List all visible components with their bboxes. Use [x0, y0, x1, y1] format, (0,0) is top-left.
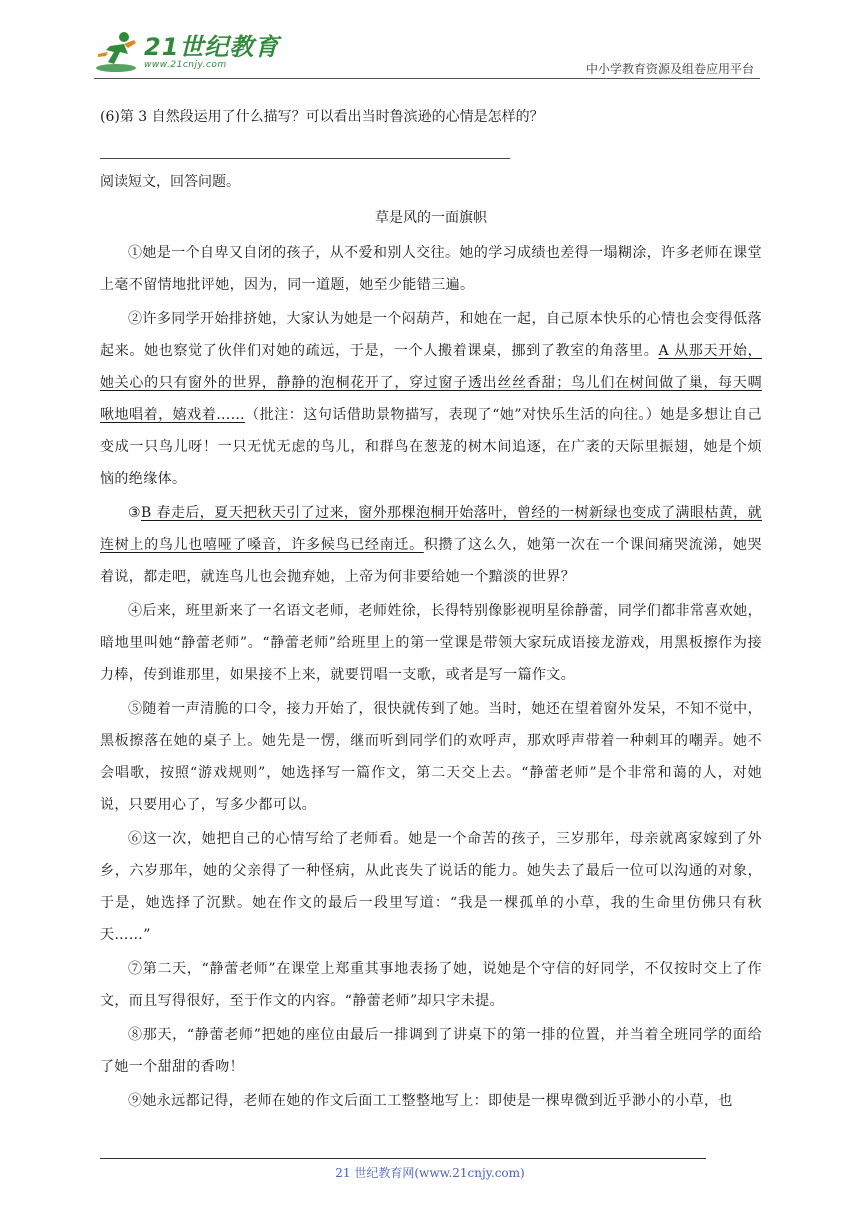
page-footer: 21 世纪教育网(www.21cnjy.com) — [335, 1166, 525, 1180]
article-title: 草是风的一面旗帜 — [375, 210, 487, 226]
page-header — [94, 28, 760, 80]
paragraph-3-text-b: 积攒了这么久，她第一次在一个课间痛哭流涕，她哭着说，都走吧，就连鸟儿也会抛弃她，上帝为何非要给她一个黯淡的世界？ — [100, 537, 762, 585]
underlined-sentence-a: A 从那天开始，她关心的只有窗外的世界，静静的泡桐花开了，穿过窗子透出丝丝香甜；鸟儿们在树间做了巢，每天啁啾地唱着，嬉戏着…… — [100, 343, 762, 423]
logo-main-text: 21世纪教育 — [144, 33, 280, 61]
paragraph-3-number: ③ — [128, 505, 141, 521]
paragraph-8: ⑧那天，“静蕾老师”把她的座位由最后一排调到了讲桌下的第一排的位置，并当着全班同学的面给了她一个甜甜的香吻！ — [100, 1027, 762, 1075]
logo-url-text: www.21cnjy.com — [144, 60, 227, 70]
paragraph-1: ①她是一个自卑又自闭的孩子，从不爱和别人交往。她的学习成绩也差得一塌糊涂，许多老师在课堂上毫不留情地批评她，因为，同一道题，她至少能错三遍。 — [100, 245, 762, 293]
footer-divider — [100, 1158, 706, 1159]
logo — [94, 30, 279, 74]
header-divider — [94, 78, 760, 79]
paragraph-9: ⑨她永远都记得，老师在她的作文后面工工整整地写上：即使是一棵卑微到近乎渺小的小草，也 — [128, 1093, 733, 1109]
paragraph-2-text-a: ②许多同学开始排挤她，大家认为她是一个闷葫芦，和她在一起，自己原本快乐的心情也会变得低落起来。她也察觉了伙伴们对她的疏远，于是，一个人搬着课桌，挪到了教室的角落里。 — [100, 311, 762, 359]
reading-instruction: 阅读短文，回答问题。 — [100, 174, 240, 190]
underlined-sentence-b: B 春走后，夏天把秋天引了过来，窗外那棵泡桐开始落叶，曾经的一树新绿也变成了满眼枯黄，就连树上的鸟儿也嘻哑了嗓音，许多候鸟已经南迁。 — [100, 505, 762, 553]
paragraph-6: ⑥这一次，她把自己的心情写给了老师看。她是一个命苦的孩子，三岁那年，母亲就离家嫁到了外乡，六岁那年，她的父亲得了一种怪病，从此丧失了说话的能力。她失去了最后一位可以沟通的对象，于是，她选择了沉默。她在作文的最后一段里写道：“我是一棵孤单的小草，我的生命里仿佛只有秋天……” — [100, 831, 762, 943]
paragraph-2 — [100, 303, 762, 495]
paragraph-3 — [100, 497, 762, 593]
platform-name: 中小学教育资源及组卷应用平台 — [585, 62, 754, 76]
question-6: (6)第 3 自然段运用了什么描写？可以看出当时鲁滨逊的心情是怎样的？ — [100, 109, 544, 125]
paragraph-4: ④后来，班里新来了一名语文老师，老师姓徐，长得特别像影视明星徐静蕾，同学们都非常喜欢她，暗地里叫她“静蕾老师”。“静蕾老师”给班里上的第一堂课是带领大家玩成语接龙游戏，用黑板擦作为接力棒，传到谁那里，如果接不上来，就要罚唱一支歌，或者是写一篇作文。 — [100, 603, 762, 683]
runner-logo-icon — [94, 30, 140, 74]
document-body — [100, 100, 762, 1119]
paragraph-2-text-b: （批注：这句话借助景物描写，表现了“她”对快乐生活的向往。）她是多想让自己变成一只鸟儿呀！一只无忧无虑的鸟儿，和群鸟在葱茏的树木间追逐，在广袤的天际里振翅，她是个烦恼的绝缘体。 — [100, 407, 762, 487]
answer-blank-line — [100, 140, 510, 159]
paragraph-5: ⑤随着一声清脆的口令，接力开始了，很快就传到了她。当时，她还在望着窗外发呆，不知不觉中，黑板擦落在她的桌子上。她先是一愣，继而听到同学们的欢呼声，那欢呼声带着一种刺耳的嘲弄。她不会唱歌，按照“游戏规则”，她选择写一篇作文，第二天交上去。“静蕾老师”是个非常和蔼的人，对她说，只要用心了，写多少都可以。 — [100, 701, 762, 813]
paragraph-7: ⑦第二天，“静蕾老师”在课堂上郑重其事地表扬了她，说她是个守信的好同学，不仅按时交上了作文，而且写得很好，至于作文的内容。“静蕾老师”却只字未提。 — [100, 961, 762, 1009]
